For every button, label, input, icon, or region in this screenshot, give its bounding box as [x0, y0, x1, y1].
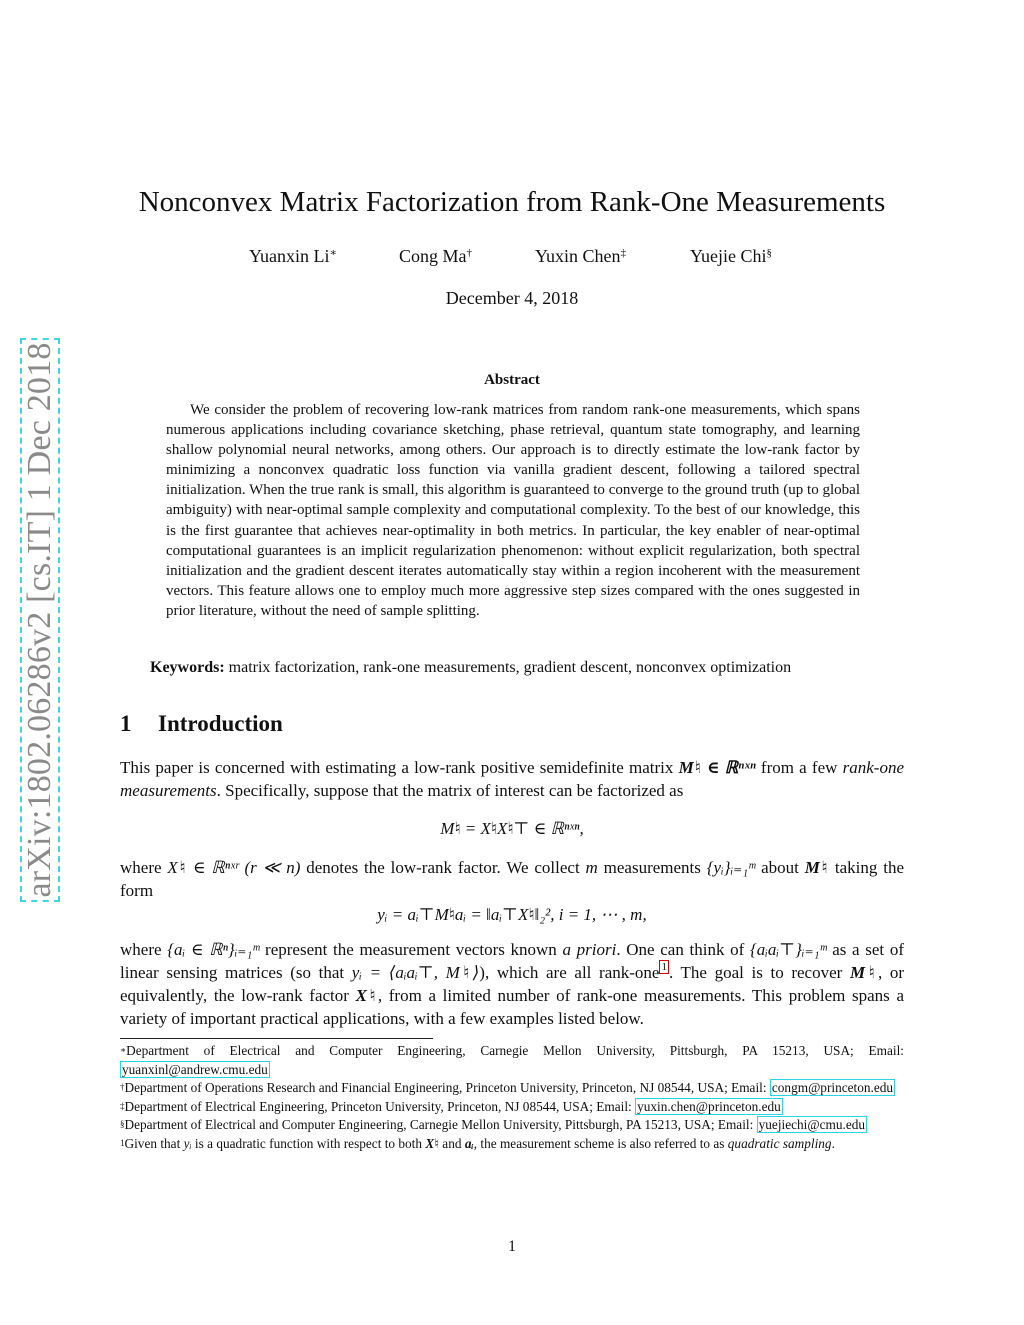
keywords-text: matrix factorization, rank-one measurements, gradient descent, nonconvex optimization: [228, 659, 792, 676]
author-4: Yuejie Chi§: [690, 246, 772, 266]
section-title: Introduction: [158, 711, 283, 736]
footnote-5: $^1$Given that yᵢ is a quadratic function with respect to both X♮ and aᵢ, the measurement scheme is also referred to as quadratic sampling.: [120, 1135, 835, 1151]
arxiv-id: arXiv:1802.06286v2 [cs.IT] 1 Dec 2018: [21, 342, 58, 898]
footnote-rule: [120, 1038, 433, 1039]
page-number: 1: [508, 1238, 516, 1255]
paper-date: December 4, 2018: [445, 288, 579, 308]
email-link[interactable]: congm@princeton.edu: [771, 1080, 894, 1096]
keywords-label: Keywords:: [150, 659, 225, 676]
equation-measurements: yᵢ = aᵢ⊤M♮aᵢ = ‖aᵢ⊤X♮‖₂², i = 1, ⋯ , m,: [377, 905, 647, 924]
section-heading: [120, 709, 283, 739]
section-number: 1: [120, 711, 132, 736]
footnote-3: ‡Department of Electrical Engineering, Princeton University, Princeton, NJ 08544, USA; Email: yuxin.chen@princeton.edu: [120, 1098, 781, 1114]
abstract-heading: Abstract: [484, 372, 540, 388]
intro-paragraph-2: where X♮ ∈ ℝⁿˣʳ (r ≪ n) denotes the low-rank factor. We collect m measurements {yᵢ}ᵢ₌₁ᵐ about M♮ taking the form: [120, 858, 904, 900]
email-link[interactable]: yuxin.chen@princeton.edu: [637, 1098, 781, 1114]
math-inline: M♮ ∈ ℝⁿˣⁿ: [678, 758, 756, 777]
footnote-2: †Department of Operations Research and Financial Engineering, Princeton University, Princeton, NJ 08544, USA; Email: congm@princeton.edu: [120, 1080, 894, 1096]
abstract-body: We consider the problem of recovering low-rank matrices from random rank-one measurements, which spans numerous applications including covariance sketching, phase retrieval, quantum state tomography, and learning shallow polynomial neural networks, among others. Our approach is to directly estimate the low-rank factor by minimizing a nonconvex quadratic loss function via vanilla gradient descent, following a tailored spectral initialization. When the true rank is small, this algorithm is guaranteed to converge to the ground truth (up to global ambiguity) with near-optimal sample complexity and computational complexity. To the best of our knowledge, this is the first guarantee that achieves near-optimality in both metrics. In particular, the key enabler of near-optimal computational guarantees is an implicit regularization phenomenon: without explicit regularization, both spectral initialization and the gradient descent iterates automatically stay within a region incoherent with the measurement vectors. This feature allows one to employ much more aggressive step sizes compared with the ones suggested in prior literature, without the need of sample splitting.: [166, 402, 860, 619]
email-link[interactable]: yuejiechi@cmu.edu: [758, 1117, 866, 1133]
author-3: Yuxin Chen‡: [535, 246, 626, 266]
keywords: [150, 657, 791, 679]
email-link[interactable]: yuanxinl@andrew.cmu.edu: [122, 1061, 268, 1077]
footnotes: [120, 1042, 904, 1154]
footnote-1: ∗Department of Electrical and Computer Engineering, Carnegie Mellon University, Pittsburgh, PA 15213, USA; Email: yuanxinl@andrew.cmu.edu: [120, 1043, 904, 1077]
equation-factorization: M♮ = X♮X♮⊤ ∈ ℝⁿˣⁿ,: [440, 819, 584, 838]
intro-paragraph-1: This paper is concerned with estimating a low-rank positive semidefinite matrix M♮ ∈ ℝⁿˣⁿ from a few rank-one measurements. Specifically, suppose that the matrix of interest can be factorized as: [120, 758, 904, 800]
footnote-ref-link[interactable]: 1: [661, 961, 667, 973]
intro-paragraph-3: where {aᵢ ∈ ℝⁿ}ᵢ₌₁ᵐ represent the measurement vectors known a priori. One can think of {aᵢaᵢ⊤}ᵢ₌₁ᵐ as a set of linear sensing matrices (so that yᵢ = ⟨aᵢaᵢ⊤, M♮⟩), which are all rank-one $^1$ . The goal is to recover M♮, or equivalently, the low-rank factor X♮, from a limited number of rank-one measurements. This problem spans a variety of important practical applications, with a few examples listed below.: [120, 940, 905, 1028]
footnote-4: §Department of Electrical and Computer Engineering, Carnegie Mellon University, Pittsburgh, PA 15213, USA; Email: yuejiechi@cmu.edu: [120, 1117, 866, 1133]
paper-title: Nonconvex Matrix Factorization from Rank-One Measurements: [138, 186, 886, 218]
author-2: Cong Ma†: [399, 246, 472, 266]
author-1: Yuanxin Li∗: [249, 246, 337, 266]
math-inline: X♮ ∈ ℝⁿˣʳ (r ≪ n): [167, 858, 301, 877]
